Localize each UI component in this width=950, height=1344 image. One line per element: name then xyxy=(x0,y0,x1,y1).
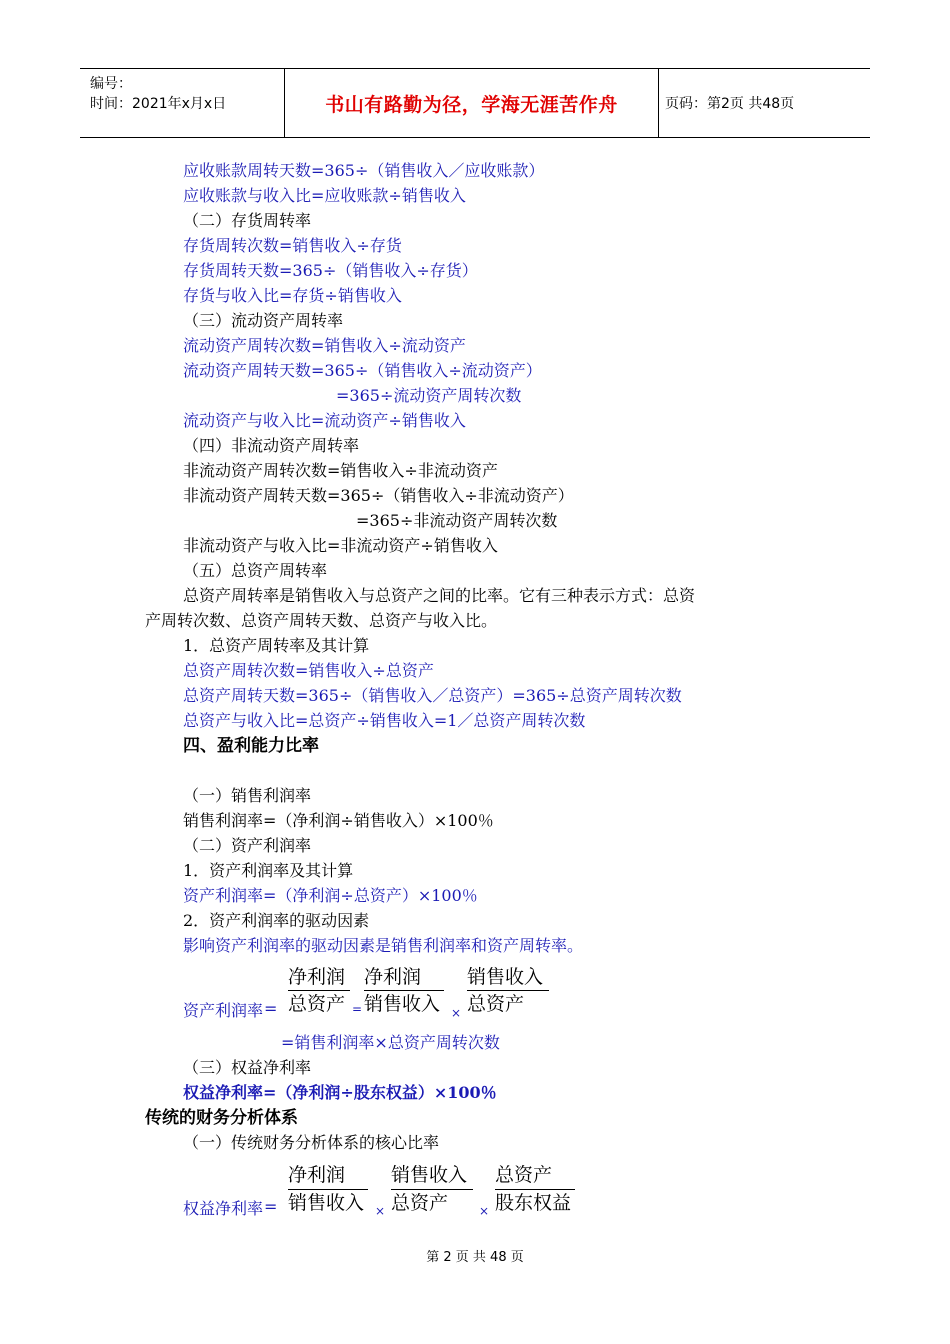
formula-lhs: 资产利润率 xyxy=(183,1001,264,1020)
text-line: 非流动资产周转天数=365÷（销售收入÷非流动资产） xyxy=(183,486,574,505)
document-number-label: 编号： xyxy=(90,76,132,92)
fraction-numerator: 净利润 xyxy=(288,1164,346,1186)
fraction-denominator: 总资产 xyxy=(467,993,525,1015)
text-line: 流动资产周转次数=销售收入÷流动资产 xyxy=(183,336,466,355)
text-line: 流动资产与收入比=流动资产÷销售收入 xyxy=(183,411,466,430)
chapter-heading: 四、盈利能力比率 xyxy=(183,736,319,756)
text-line: 总资产与收入比=总资产÷销售收入=1／总资产周转次数 xyxy=(183,711,586,730)
fraction-denominator: 销售收入 xyxy=(364,993,441,1015)
text-line: 销售利润率=（净利润÷销售收入）×100％ xyxy=(183,811,494,830)
fraction-numerator: 销售收入 xyxy=(391,1164,468,1186)
header-info-cell xyxy=(80,69,285,137)
page-header xyxy=(80,68,870,138)
fraction-numerator: 净利润 xyxy=(288,966,346,988)
text-line: =销售利润率×总资产周转次数 xyxy=(281,1033,500,1052)
text-line: 总资产周转次数=销售收入÷总资产 xyxy=(183,661,434,680)
times-sign: × xyxy=(451,1006,462,1020)
section-heading: （三）流动资产周转率 xyxy=(183,311,344,330)
text-line: 非流动资产与收入比=非流动资产÷销售收入 xyxy=(183,536,498,555)
page-footer: 第 2 页 共 48 页 xyxy=(426,1250,524,1265)
fraction-denominator: 股东权益 xyxy=(495,1192,572,1214)
section-heading: （一）传统财务分析体系的核心比率 xyxy=(183,1133,440,1152)
text-line: 非流动资产周转次数=销售收入÷非流动资产 xyxy=(183,461,498,480)
fraction-numerator: 净利润 xyxy=(364,966,422,988)
section-heading: （四）非流动资产周转率 xyxy=(183,436,360,455)
times-sign: × xyxy=(479,1204,490,1218)
paragraph-line: 总资产周转率是销售收入与总资产之间的比率。它有三种表示方式：总资 xyxy=(183,586,696,605)
section-heading: （二）存货周转率 xyxy=(183,211,312,230)
subsection-heading: 1．总资产周转率及其计算 xyxy=(183,636,370,655)
text-line: 应收账款与收入比=应收账款÷销售收入 xyxy=(183,186,466,205)
chapter-heading: 传统的财务分析体系 xyxy=(145,1108,298,1128)
text-line: 存货周转天数=365÷（销售收入÷存货） xyxy=(183,261,478,280)
text-line: 存货周转次数=销售收入÷存货 xyxy=(183,236,402,255)
document-date-label: 时间：2021年x月x日 xyxy=(90,96,227,112)
text-line: =365÷流动资产周转次数 xyxy=(336,386,522,405)
text-line: 存货与收入比=存货÷销售收入 xyxy=(183,286,402,305)
equals-sign: = xyxy=(264,1197,278,1216)
fraction-numerator: 总资产 xyxy=(495,1164,553,1186)
section-heading: （五）总资产周转率 xyxy=(183,561,328,580)
paragraph-line: 产周转次数、总资产周转天数、总资产与收入比。 xyxy=(145,611,498,630)
subsection-heading: 2．资产利润率的驱动因素 xyxy=(183,911,370,930)
fraction-denominator: 总资产 xyxy=(288,993,346,1015)
times-sign: × xyxy=(375,1204,386,1218)
text-line: 总资产周转天数=365÷（销售收入／总资产）=365÷总资产周转次数 xyxy=(183,686,682,705)
fraction-numerator: 销售收入 xyxy=(467,966,544,988)
fraction-denominator: 销售收入 xyxy=(288,1192,365,1214)
text-line: 流动资产周转天数=365÷（销售收入÷流动资产） xyxy=(183,361,542,380)
equals-sign: = xyxy=(352,1002,363,1016)
header-motto: 书山有路勤为径，学海无涯苦作舟 xyxy=(285,69,659,137)
section-heading: （二）资产利润率 xyxy=(183,836,312,855)
formula-lhs: 权益净利率 xyxy=(183,1199,264,1218)
text-line: 应收账款周转天数=365÷（销售收入／应收账款） xyxy=(183,161,545,180)
section-heading: （三）权益净利率 xyxy=(183,1058,312,1077)
text-line: 权益净利率=（净利润÷股东权益）×100％ xyxy=(183,1083,497,1102)
equals-sign: = xyxy=(264,999,278,1018)
fraction-denominator: 总资产 xyxy=(391,1192,449,1214)
header-page-number: 页码：第2页 共48页 xyxy=(665,96,795,112)
text-line: =365÷非流动资产周转次数 xyxy=(356,511,558,530)
text-line: 影响资产利润率的驱动因素是销售利润率和资产周转率。 xyxy=(183,936,584,955)
section-heading: （一）销售利润率 xyxy=(183,786,312,805)
subsection-heading: 1．资产利润率及其计算 xyxy=(183,861,354,880)
text-line: 资产利润率=（净利润÷总资产）×100％ xyxy=(183,886,478,905)
